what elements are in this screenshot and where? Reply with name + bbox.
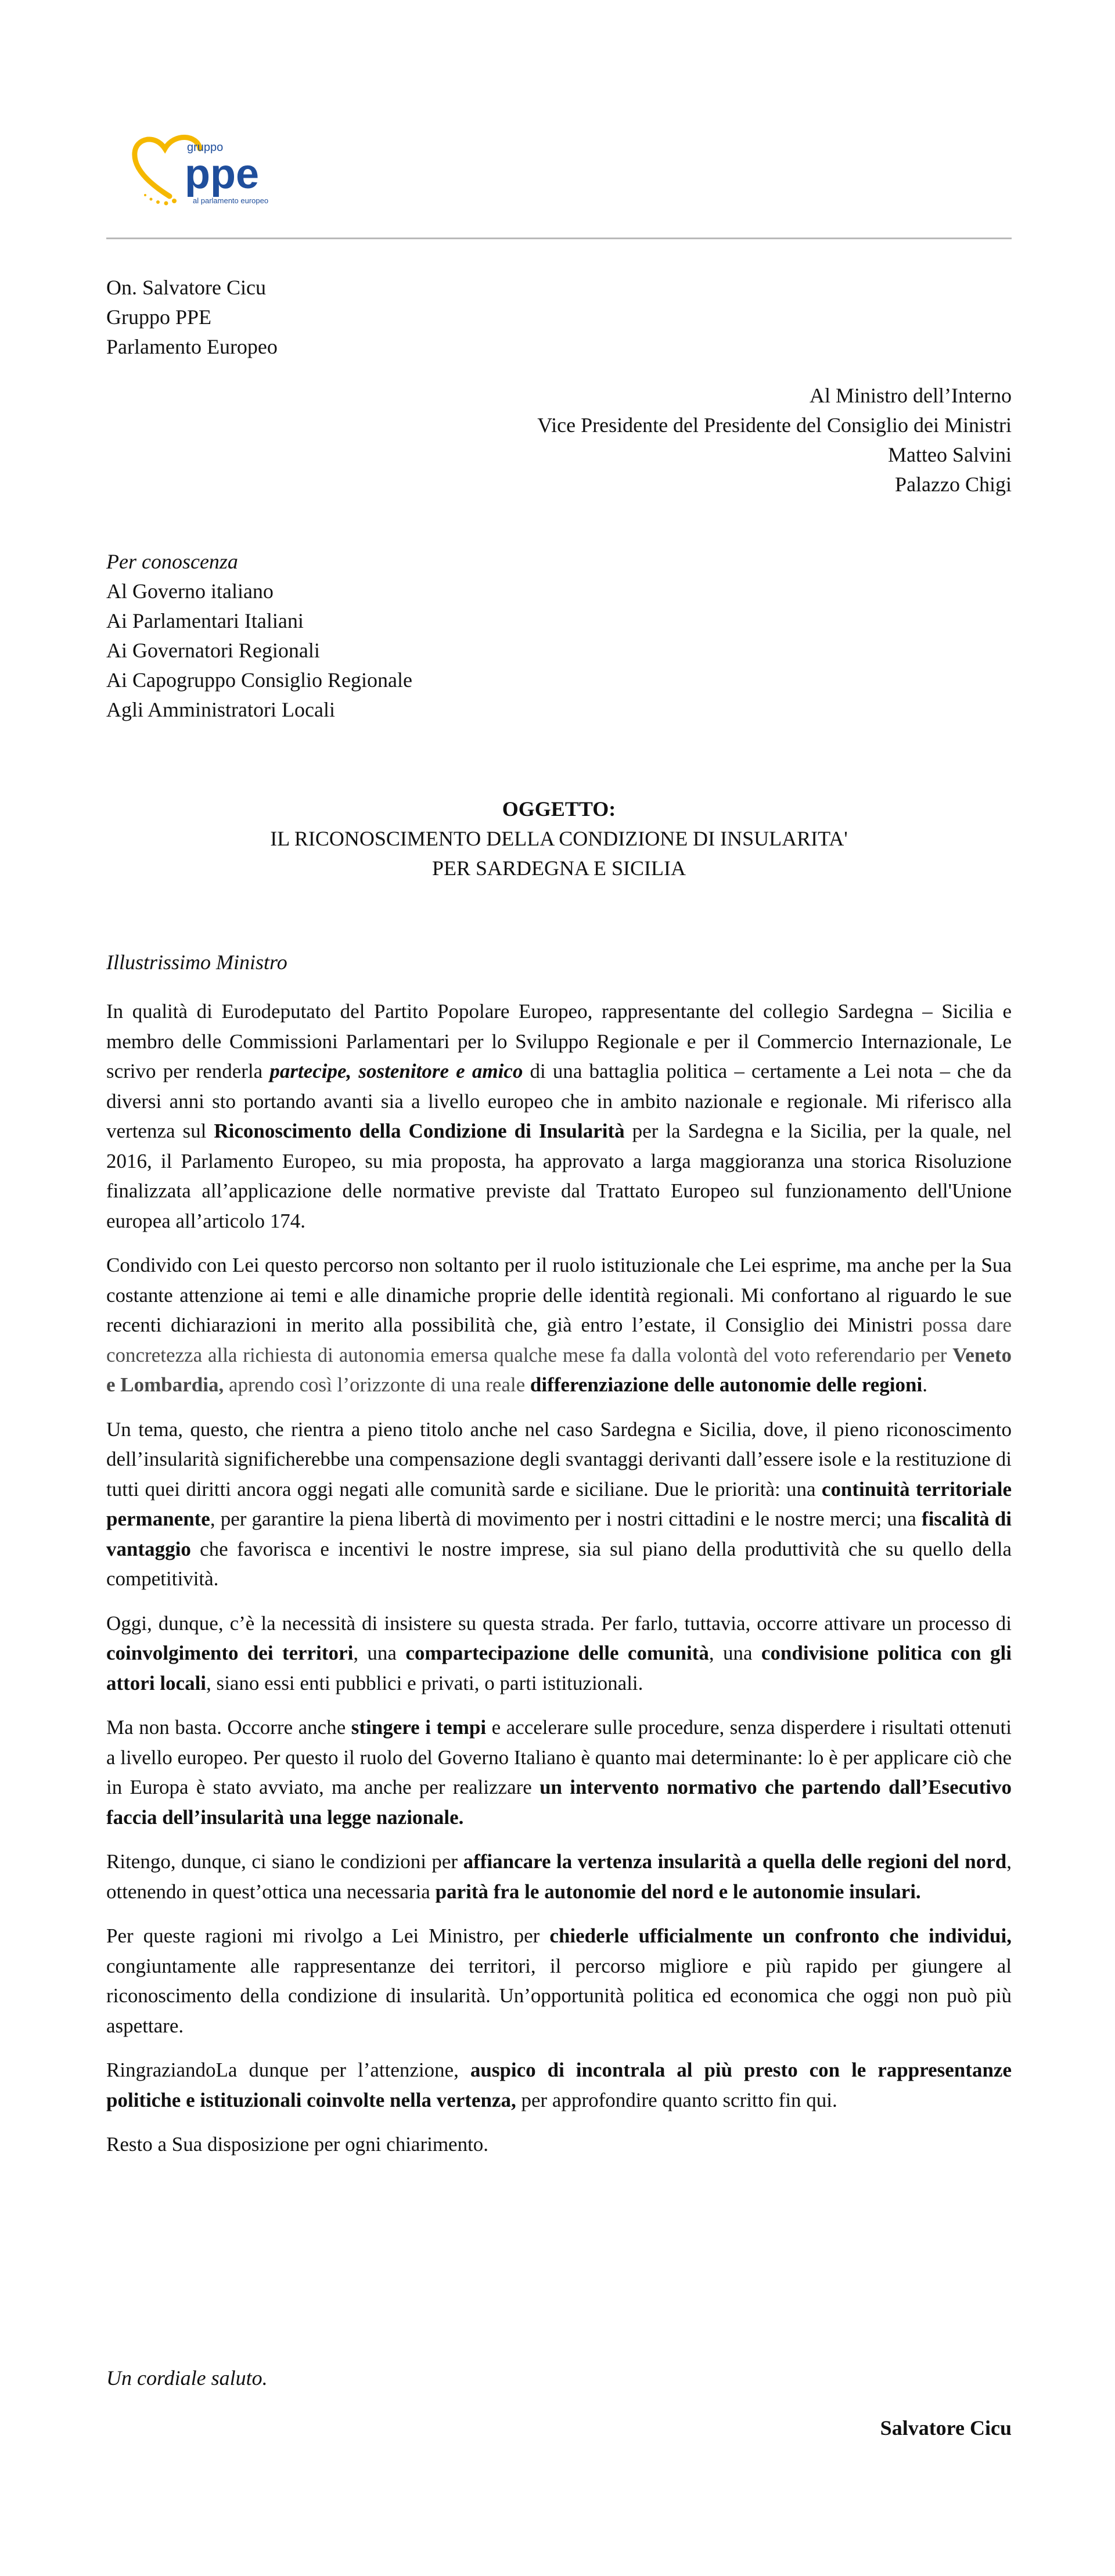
sender-block — [106, 273, 278, 362]
cc-block — [106, 547, 412, 725]
salutation: Illustrissimo Ministro — [106, 951, 287, 974]
logo-small-text: gruppo — [187, 141, 224, 154]
cc-line: Agli Amministratori Locali — [106, 698, 335, 721]
cc-heading: Per conoscenza — [106, 550, 238, 573]
paragraph: Ritengo, dunque, ci siano le condizioni per affiancare la vertenza insularità a quella delle regioni del nord, ottenendo in quest’ottica una necessaria parità fra le autonomie del nord e le autonomie insulari. — [106, 1850, 1012, 1903]
subject-block — [106, 794, 1012, 883]
subject-line: IL RICONOSCIMENTO DELLA CONDIZIONE DI INSULARITA' — [270, 827, 848, 850]
paragraph: In qualità di Eurodeputato del Partito Popolare Europeo, rappresentante del collegio Sardegna – Sicilia e membro delle Commissioni Parlamentari per lo Sviluppo Regionale e per il Commercio Internazionale, Le scrivo per renderla partecipe, sostenitore e amico di una battaglia politica – certamente a Lei nota – che da diversi anni sto portando avanti sia a livello europeo che in ambito nazionale e regionale. Mi riferisco alla vertenza sul Riconoscimento della Condizione di Insularità per la Sardegna e la Sicilia, per la quale, nel 2016, il Parlamento Europeo, su mia proposta, ha approvato a larga maggioranza una storica Risoluzione finalizzata all’applicazione delle normative previste dal Trattato Europeo sul funzionamento dell'Unione europea all’articolo 174. — [106, 1000, 1012, 1232]
logo-brand: ppe — [185, 151, 260, 197]
paragraph: Condivido con Lei questo percorso non soltanto per il ruolo istituzionale che Lei esprime, ma anche per la Sua costante attenzione ai temi e alle dinamiche proprie delle identità regionali. Mi confortano al riguardo le sue recenti dichiarazioni in merito alla possibilità che, già entro l’estate, il Consiglio dei Ministri possa dare concretezza alla richiesta di autonomia emersa qualche mese fa dalla volontà del voto referendario per Veneto e Lombardia, aprendo così l’orizzonte di una reale differenziazione delle autonomie delle regioni. — [106, 1254, 1012, 1396]
recipient-line: Al Ministro dell’Interno — [810, 384, 1012, 407]
cc-line: Ai Parlamentari Italiani — [106, 609, 304, 632]
recipient-line: Matteo Salvini — [888, 443, 1012, 466]
sender-name: On. Salvatore Cicu — [106, 276, 266, 299]
sender-institution: Parlamento Europeo — [106, 335, 278, 358]
closing: Un cordiale saluto. — [106, 2366, 268, 2390]
header-divider — [106, 238, 1012, 239]
letter-body — [106, 996, 1012, 2174]
cc-line: Ai Governatori Regionali — [106, 639, 320, 662]
paragraph: Per queste ragioni mi rivolgo a Lei Ministro, per chiederle ufficialmente un confronto che individui, congiuntamente alle rappresentanze dei territori, il percorso migliore e più rapido per giungere al riconoscimento della condizione di insularità. Un’opportunità politica ed economica che oggi non può più aspettare. — [106, 1924, 1012, 2037]
paragraph: Un tema, questo, che rientra a pieno titolo anche nel caso Sardegna e Sicilia, dove, il pieno riconoscimento dell’insularità significherebbe una compensazione degli svantaggi derivanti dall’essere isole e la restituzione di tutti quei diritti ancora oggi negati alle comunità sarde e siciliane. Due le priorità: una continuità territoriale permanente, per garantire la piena libertà di movimento per i nostri cittadini e le nostre merci; una fiscalità di vantaggio che favorisca e incentivi le nostre imprese, sia sul piano della produttività che su quello della competitività. — [106, 1417, 1012, 1590]
recipient-block — [537, 381, 1012, 499]
recipient-line: Palazzo Chigi — [895, 473, 1012, 496]
cc-line: Al Governo italiano — [106, 580, 274, 603]
cc-line: Ai Capogruppo Consiglio Regionale — [106, 668, 412, 692]
signature: Salvatore Cicu — [880, 2416, 1012, 2440]
subject-label: OGGETTO: — [502, 797, 616, 821]
sender-group: Gruppo PPE — [106, 305, 212, 329]
paragraph: RingraziandoLa dunque per l’attenzione, auspico di incontrala al più presto con le rappresentanze politiche e istituzionali coinvolte nella vertenza, per approfondire quanto scritto fin qui. — [106, 2059, 1012, 2111]
paragraph: Ma non basta. Occorre anche stingere i tempi e accelerare sulle procedure, senza disperdere i risultati ottenuti a livello europeo. Per questo il ruolo del Governo Italiano è quanto mai determinante: lo è per applicare ciò che in Europa è stato avviato, ma anche per realizzare un intervento normativo che partendo dall’Esecutivo faccia dell’insularità una legge nazionale. — [106, 1716, 1012, 1829]
paragraph: Resto a Sua disposizione per ogni chiarimento. — [106, 2133, 489, 2156]
logo-tagline: al parlamento europeo — [193, 196, 269, 205]
recipient-line: Vice Presidente del Presidente del Consiglio dei Ministri — [537, 413, 1012, 437]
paragraph: Oggi, dunque, c’è la necessità di insistere su questa strada. Per farlo, tuttavia, occorre attivare un processo di coinvolgimento dei territori, una compartecipazione delle comunità, una condivisione politica con gli attori locali, siano essi enti pubblici e privati, o parti istituzionali. — [106, 1611, 1012, 1694]
subject-line: PER SARDEGNA E SICILIA — [431, 857, 686, 880]
ppe-logo — [129, 127, 303, 214]
